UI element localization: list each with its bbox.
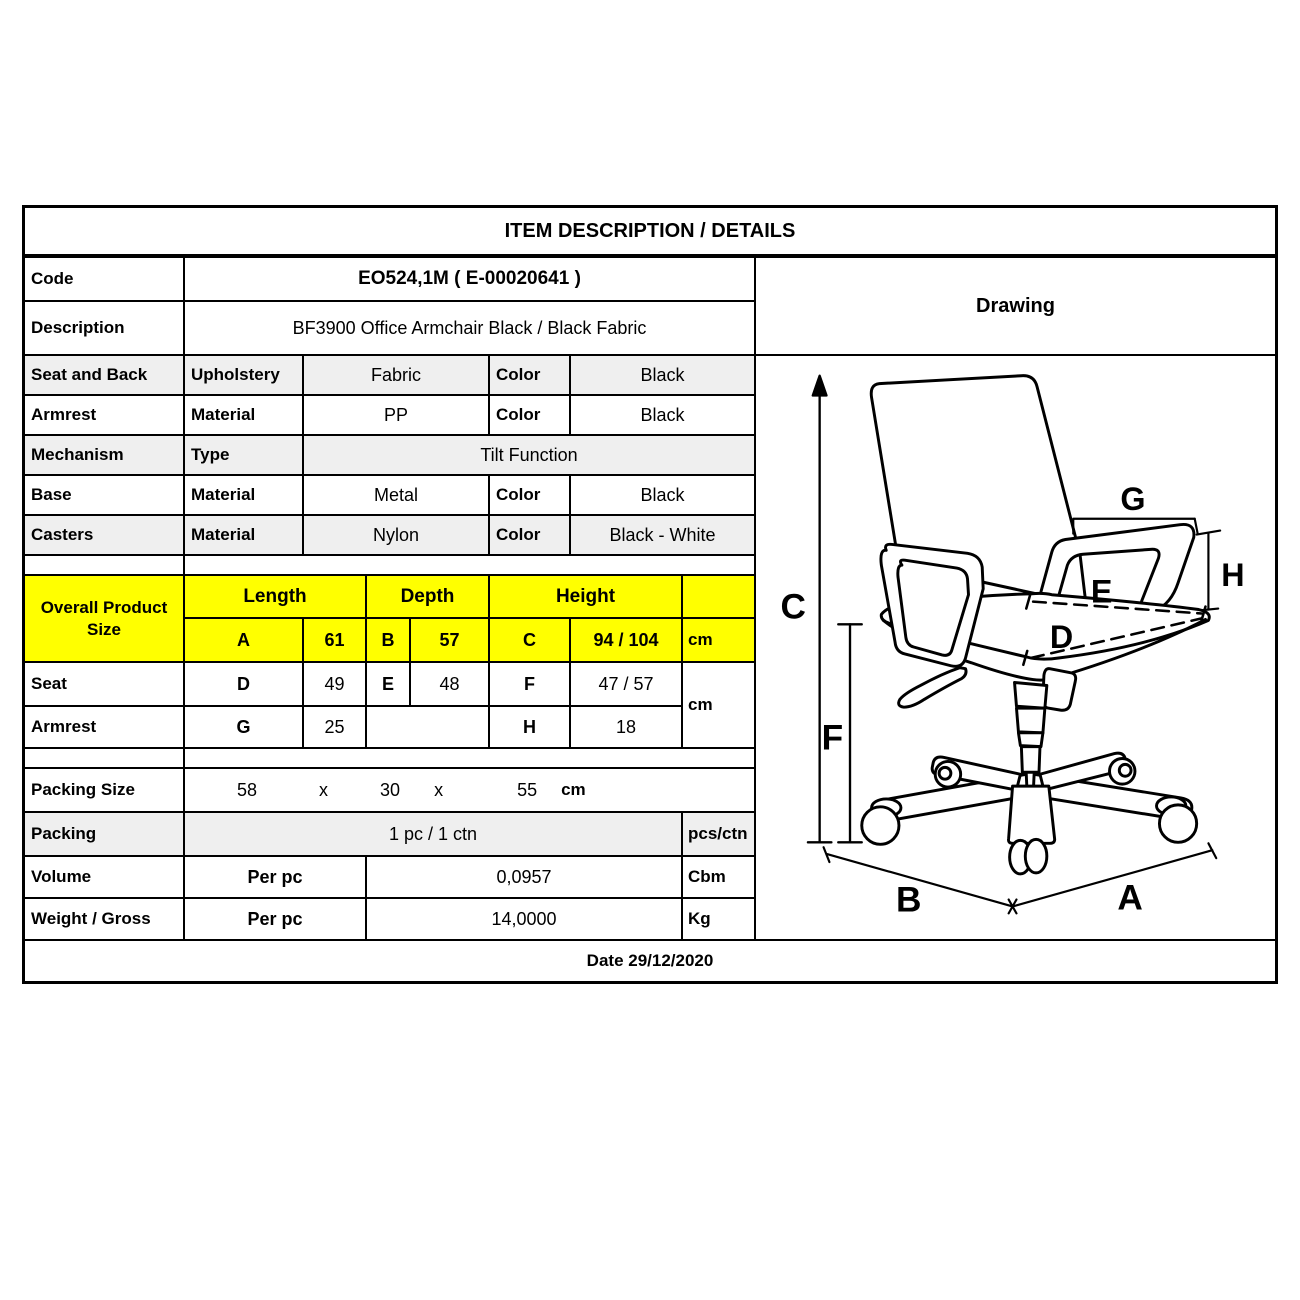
overall-unit: cm bbox=[683, 619, 754, 661]
spec-label: Seat and Back bbox=[25, 356, 183, 394]
overall-length-key: A bbox=[185, 619, 302, 661]
chair-front-leg bbox=[1008, 786, 1054, 843]
armrest-length-value: 25 bbox=[304, 707, 365, 747]
depth-header: Depth bbox=[367, 576, 488, 617]
packing-size-dim2: 30 bbox=[380, 779, 401, 800]
spec-attr: Upholstery bbox=[185, 356, 302, 394]
packing-label: Packing bbox=[25, 813, 183, 855]
volume-unit: Cbm bbox=[683, 857, 754, 897]
drawing-area bbox=[756, 356, 1275, 939]
dim-label-g: G bbox=[1120, 480, 1146, 517]
seat-length-value: 49 bbox=[304, 663, 365, 705]
dim-label-h: H bbox=[1221, 556, 1245, 593]
size-section-text: Overall Product Size bbox=[40, 598, 168, 639]
packing-size-times: x bbox=[319, 779, 329, 800]
seat-row-label: Seat bbox=[25, 663, 183, 705]
spec-label: Base bbox=[25, 476, 183, 514]
dim-label-d: D bbox=[1049, 618, 1074, 656]
description-label: Description bbox=[25, 302, 183, 354]
dim-arrow-c bbox=[813, 376, 827, 396]
spec-color-value: Black - White bbox=[571, 516, 754, 554]
spec-attr: Material bbox=[185, 476, 302, 514]
spacer-cell bbox=[367, 707, 488, 747]
volume-per: Per pc bbox=[185, 857, 365, 897]
spacer-cell bbox=[25, 556, 183, 574]
length-header: Length bbox=[185, 576, 365, 617]
dim-label-e: E bbox=[1090, 573, 1113, 610]
chair-gas-lift bbox=[1015, 683, 1047, 709]
spec-color-label: Color bbox=[490, 516, 569, 554]
spacer-cell bbox=[25, 749, 183, 767]
spec-value: Tilt Function bbox=[304, 436, 754, 474]
chair-technical-drawing bbox=[756, 356, 1275, 939]
spacer-cell bbox=[185, 749, 754, 767]
height-header: Height bbox=[490, 576, 681, 617]
caster-wheel bbox=[862, 807, 899, 844]
caster-wheel bbox=[1025, 839, 1047, 873]
armrest-row-label: Armrest bbox=[25, 707, 183, 747]
packing-size-label: Packing Size bbox=[25, 769, 183, 811]
armrest-height-key: H bbox=[490, 707, 569, 747]
overall-height-value: 94 / 104 bbox=[571, 619, 681, 661]
seat-height-key: F bbox=[490, 663, 569, 705]
packing-size-value bbox=[185, 769, 754, 811]
armrest-length-key: G bbox=[185, 707, 302, 747]
overall-height-key: C bbox=[490, 619, 569, 661]
spec-attr: Type bbox=[185, 436, 302, 474]
weight-per: Per pc bbox=[185, 899, 365, 939]
dim-label-a: A bbox=[1117, 878, 1143, 918]
sheet-title: ITEM DESCRIPTION / DETAILS bbox=[25, 208, 1275, 256]
seat-armrest-unit: cm bbox=[683, 663, 754, 747]
volume-value: 0,0957 bbox=[367, 857, 681, 897]
dim-label-b: B bbox=[896, 880, 922, 920]
spacer-cell bbox=[683, 576, 754, 617]
seat-depth-key: E bbox=[367, 663, 409, 705]
packing-size-unit: cm bbox=[561, 780, 586, 799]
packing-size-dim3: 55 bbox=[517, 779, 538, 800]
drawing-header: Drawing bbox=[756, 258, 1275, 354]
overall-length-value: 61 bbox=[304, 619, 365, 661]
dim-label-c: C bbox=[780, 587, 806, 627]
spec-label: Mechanism bbox=[25, 436, 183, 474]
item-details-table bbox=[22, 205, 1278, 984]
spec-label: Casters bbox=[25, 516, 183, 554]
overall-depth-value: 57 bbox=[411, 619, 488, 661]
seat-depth-value: 48 bbox=[411, 663, 488, 705]
code-label: Code bbox=[25, 258, 183, 300]
code-value: EO524,1M ( E-00020641 ) bbox=[185, 258, 754, 300]
spec-attr: Material bbox=[185, 396, 302, 434]
chair-tilt-lever bbox=[899, 668, 966, 707]
spec-color-label: Color bbox=[490, 356, 569, 394]
seat-length-key: D bbox=[185, 663, 302, 705]
volume-label: Volume bbox=[25, 857, 183, 897]
spec-value: PP bbox=[304, 396, 488, 434]
spec-value: Nylon bbox=[304, 516, 488, 554]
spacer-cell bbox=[185, 556, 754, 574]
spec-color-value: Black bbox=[571, 396, 754, 434]
size-section-label bbox=[25, 576, 183, 661]
spec-color-label: Color bbox=[490, 476, 569, 514]
packing-unit: pcs/ctn bbox=[683, 813, 754, 855]
spec-color-value: Black bbox=[571, 356, 754, 394]
description-value: BF3900 Office Armchair Black / Black Fabric bbox=[185, 302, 754, 354]
weight-unit: Kg bbox=[683, 899, 754, 939]
spec-label: Armrest bbox=[25, 396, 183, 434]
packing-value: 1 pc / 1 ctn bbox=[185, 813, 681, 855]
dim-label-f: F bbox=[821, 718, 844, 758]
weight-value: 14,0000 bbox=[367, 899, 681, 939]
spec-color-value: Black bbox=[571, 476, 754, 514]
caster-wheel bbox=[1159, 805, 1196, 842]
overall-depth-key: B bbox=[367, 619, 409, 661]
date-footer: Date 29/12/2020 bbox=[25, 941, 1275, 981]
packing-size-times: x bbox=[434, 779, 444, 800]
weight-label: Weight / Gross bbox=[25, 899, 183, 939]
spec-value: Fabric bbox=[304, 356, 488, 394]
spec-value: Metal bbox=[304, 476, 488, 514]
spec-color-label: Color bbox=[490, 396, 569, 434]
seat-height-value: 47 / 57 bbox=[571, 663, 681, 705]
spec-attr: Material bbox=[185, 516, 302, 554]
armrest-height-value: 18 bbox=[571, 707, 681, 747]
packing-size-dim1: 58 bbox=[237, 779, 258, 800]
